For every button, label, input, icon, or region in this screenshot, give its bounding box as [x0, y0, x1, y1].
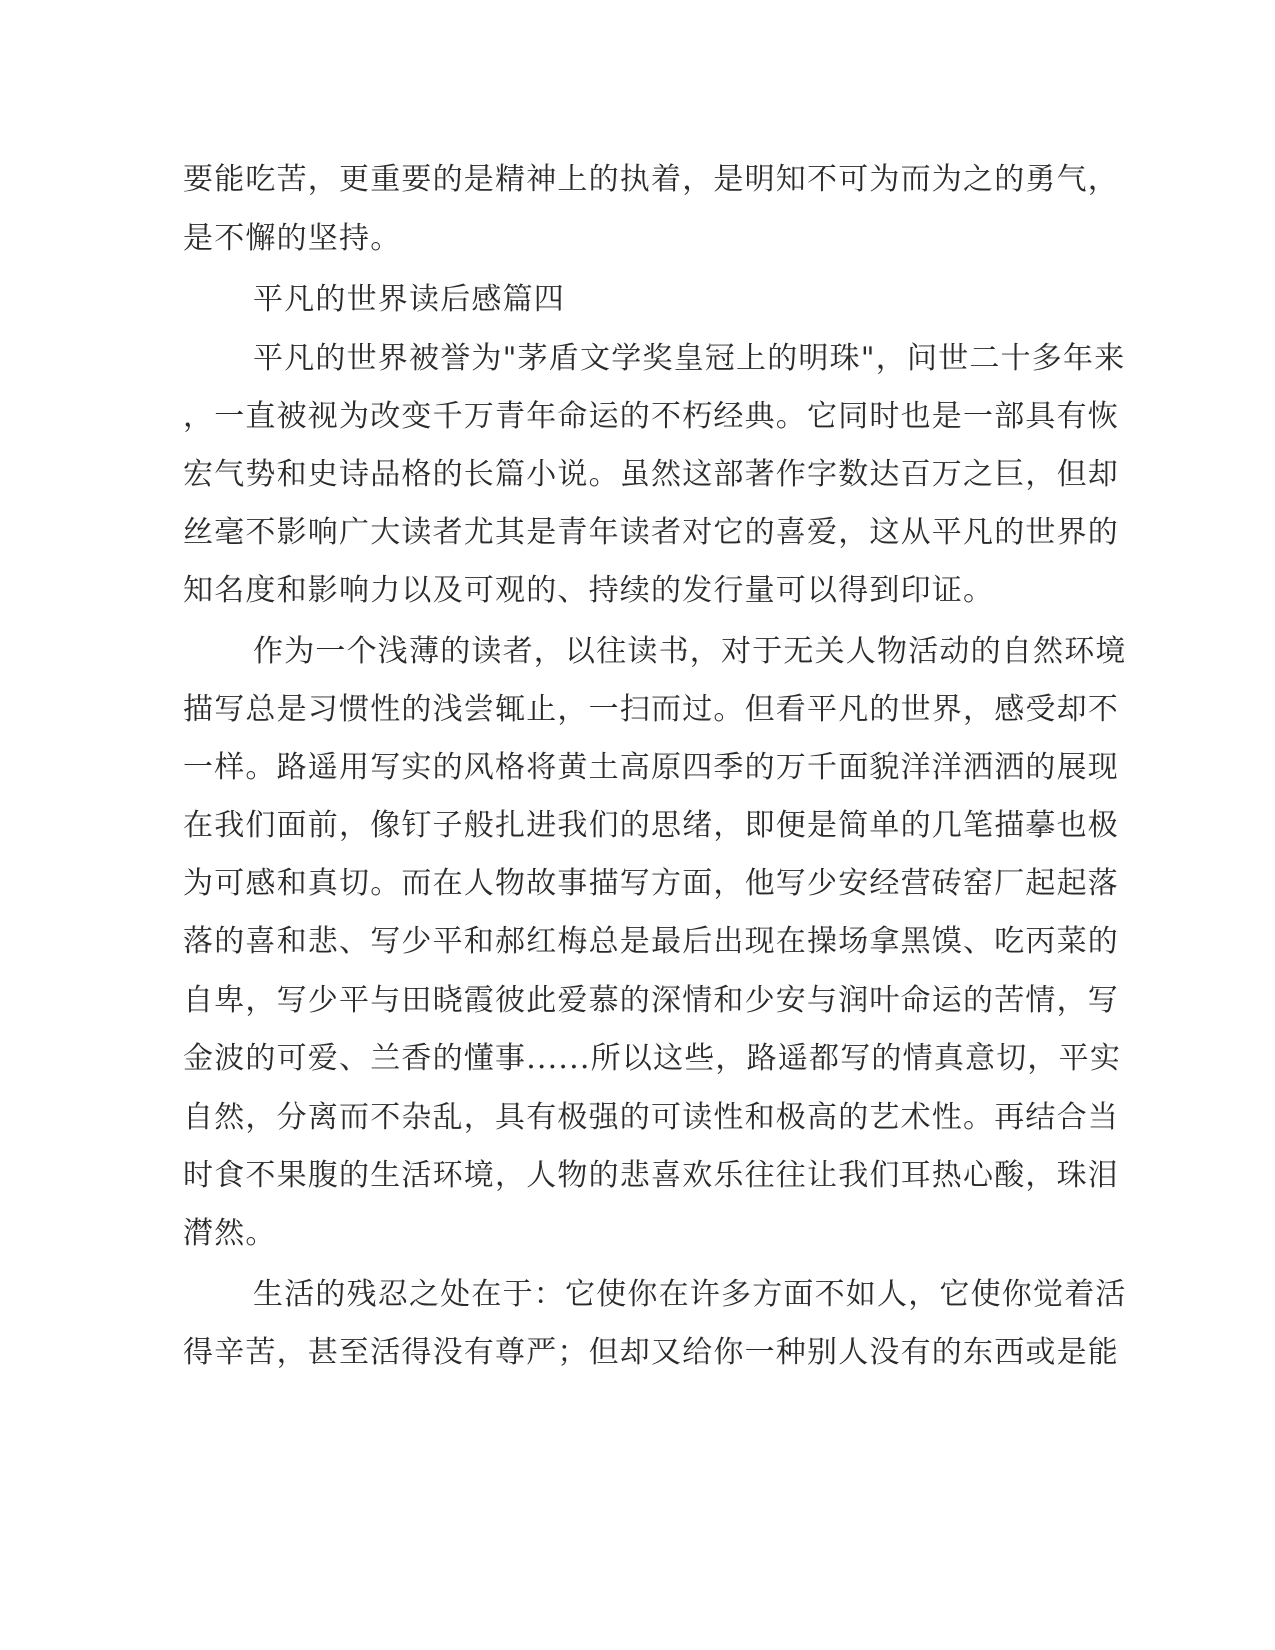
text-line: 得辛苦，甚至活得没有尊严；但却又给你一种别人没有的东西或是能: [183, 1335, 1119, 1370]
text-line: 潸然。: [183, 1216, 277, 1251]
text-line: 描写总是习惯性的浅尝辄止，一扫而过。但看平凡的世界，感受却不: [183, 692, 1119, 727]
text-line: 丝毫不影响广大读者尤其是青年读者对它的喜爱，这从平凡的世界的: [183, 515, 1119, 550]
text-line: 金波的可爱、兰香的懂事......所以这些，路遥都写的情真意切，平实: [183, 1041, 1122, 1076]
text-line: 时食不果腹的生活环境，人物的悲喜欢乐往往让我们耳热心酸，珠泪: [183, 1158, 1119, 1193]
text-line: 在我们面前，像钉子般扎进我们的思绪，即便是简单的几笔描摹也极: [183, 808, 1119, 843]
text-line: ，一直被视为改变千万青年命运的不朽经典。它同时也是一部具有恢: [183, 399, 1119, 434]
text-line: 知名度和影响力以及可观的、持续的发行量可以得到印证。: [183, 573, 995, 608]
text-line: 生活的残忍之处在于：它使你在许多方面不如人，它使你觉着活: [253, 1277, 1127, 1312]
text-line: 自然，分离而不杂乱，具有极强的可读性和极高的艺术性。再结合当: [183, 1100, 1119, 1135]
text-line: 作为一个浅薄的读者，以往读书，对于无关人物活动的自然环境: [253, 634, 1127, 669]
text-line: 要能吃苦，更重要的是精神上的执着，是明知不可为而为之的勇气，: [183, 162, 1119, 197]
text-line: 一样。路遥用写实的风格将黄土高原四季的万千面貌洋洋洒洒的展现: [183, 750, 1119, 785]
section-heading: 平凡的世界读后感篇四: [253, 282, 565, 317]
text-line: 落的喜和悲、写少平和郝红梅总是最后出现在操场拿黑馍、吃丙菜的: [183, 924, 1119, 959]
text-line: 平凡的世界被誉为"茅盾文学奖皇冠上的明珠"，问世二十多年来: [253, 341, 1126, 376]
text-line: 为可感和真切。而在人物故事描写方面，他写少安经营砖窑厂起起落: [183, 866, 1119, 901]
text-line: 是不懈的坚持。: [183, 221, 402, 256]
text-line: 宏气势和史诗品格的长篇小说。虽然这部著作字数达百万之巨，但却: [183, 457, 1119, 492]
text-line: 自卑，写少平与田晓霞彼此爱慕的深情和少安与润叶命运的苦情，写: [183, 983, 1119, 1018]
